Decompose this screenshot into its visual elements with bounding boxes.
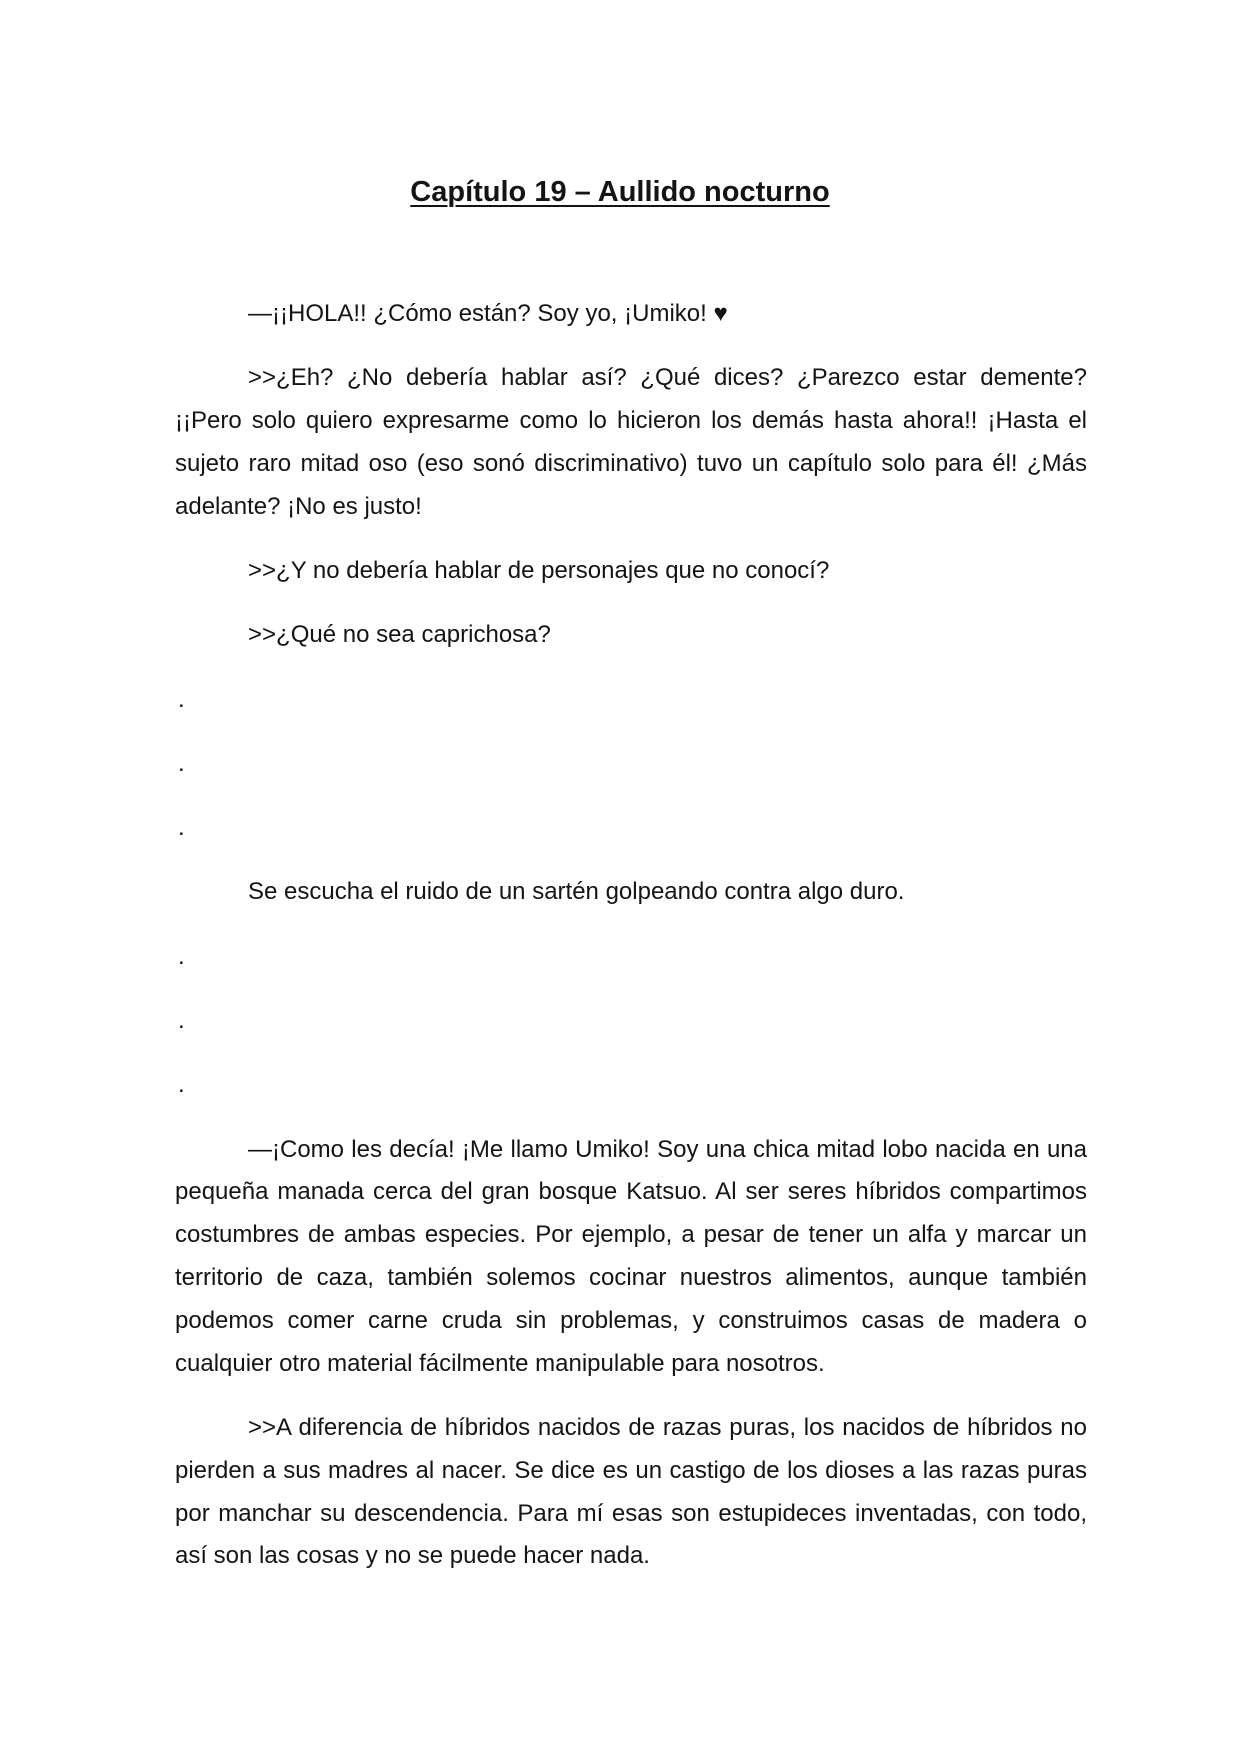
scene-break-dot: .	[178, 749, 185, 777]
scene-break-dot: .	[178, 942, 185, 970]
scene-break-dot: .	[178, 814, 185, 842]
chapter-title: Capítulo 19 – Aullido nocturno	[410, 176, 830, 208]
scene-break-dot: .	[178, 685, 185, 713]
paragraph: Se escucha el ruido de un sartén golpeando contra algo duro.	[248, 878, 905, 906]
paragraph: >>A diferencia de híbridos nacidos de razas puras, los nacidos de híbridos no pierden a sus madres al nacer. Se dice es un castigo de los dioses a las razas puras por manchar su descendencia. Para mí esas son estupideces inventadas, con todo, así son las cosas y no se puede hacer nada.	[175, 1413, 1087, 1570]
scene-break-dot: .	[178, 1071, 185, 1099]
paragraph: >>¿Eh? ¿No debería hablar así? ¿Qué dices? ¿Parezco estar demente? ¡¡Pero solo quiero expresarme como lo hicieron los demás hasta ahora!! ¡Hasta el sujeto raro mitad oso (eso sonó discriminativo) tuvo un capítulo solo para él! ¿Más adelante? ¡No es justo!	[175, 364, 1087, 520]
paragraph: —¡¡HOLA!! ¿Cómo están? Soy yo, ¡Umiko! ♥	[248, 300, 728, 327]
paragraph: —¡Como les decía! ¡Me llamo Umiko! Soy una chica mitad lobo nacida en una pequeña manada cerca del gran bosque Katsuo. Al ser seres híbridos compartimos costumbres de ambas especies. Por ejemplo, a pesar de tener un alfa y marcar un territorio de caza, también solemos cocinar nuestros alimentos, aunque también podemos comer carne cruda sin problemas, y construimos casas de madera o cualquier otro material fácilmente manipulable para nosotros.	[175, 1135, 1087, 1377]
paragraph: >>¿Qué no sea caprichosa?	[248, 621, 551, 649]
scene-break-dot: .	[178, 1007, 185, 1035]
paragraph: >>¿Y no debería hablar de personajes que no conocí?	[248, 556, 830, 584]
body-text	[175, 293, 1087, 1600]
